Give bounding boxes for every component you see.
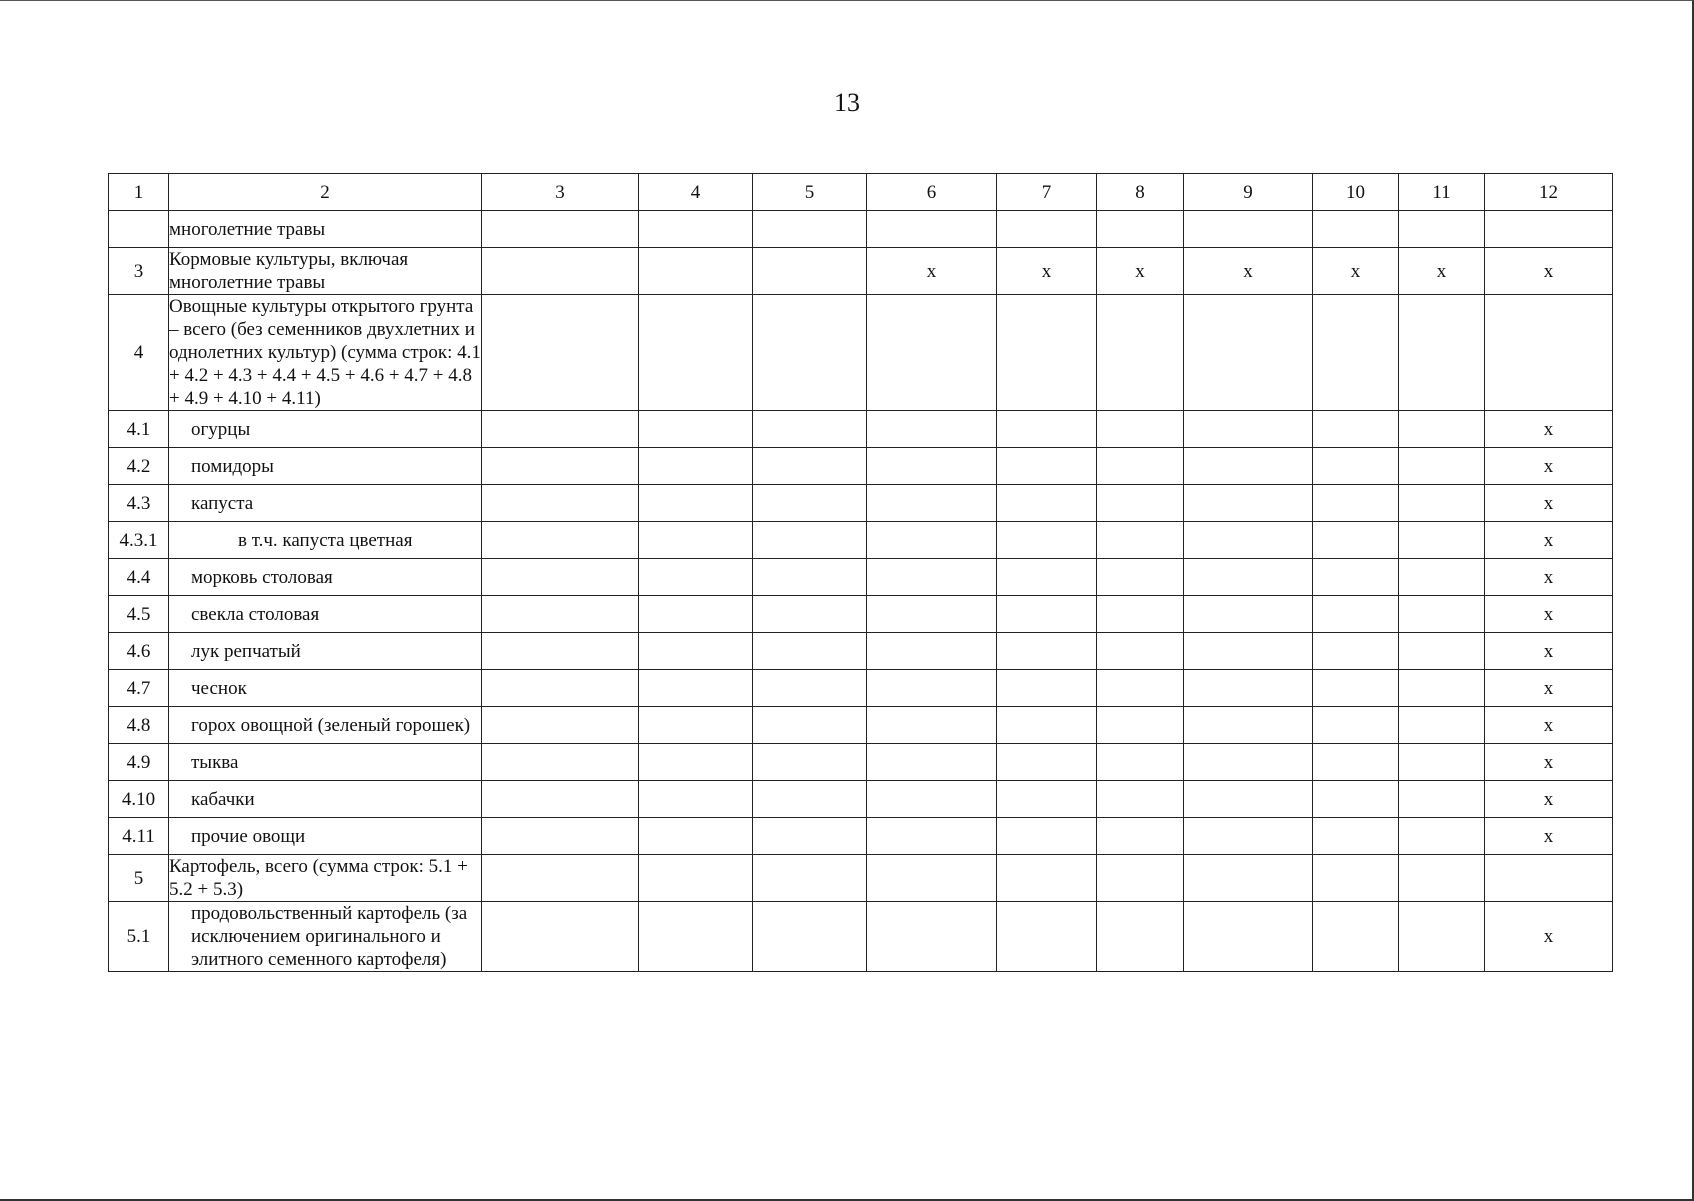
table-cell	[867, 596, 997, 633]
table-cell	[1399, 295, 1485, 411]
table-cell	[1399, 707, 1485, 744]
table-body	[109, 211, 1613, 972]
table-cell	[639, 902, 753, 972]
table-cell: x	[1485, 596, 1613, 633]
column-header: 10	[1313, 174, 1399, 211]
row-name: свекла столовая	[169, 596, 482, 633]
table-cell	[1184, 744, 1313, 781]
table-cell: x	[1485, 522, 1613, 559]
table-cell	[1399, 411, 1485, 448]
table-cell	[1485, 855, 1613, 902]
table-cell	[753, 248, 867, 295]
table-cell	[639, 411, 753, 448]
table-cell: x	[1097, 248, 1184, 295]
table-row	[109, 902, 1613, 972]
table-row	[109, 211, 1613, 248]
table-cell	[1097, 559, 1184, 596]
column-header: 9	[1184, 174, 1313, 211]
table-cell	[753, 559, 867, 596]
table-cell	[753, 670, 867, 707]
table-cell	[867, 855, 997, 902]
table-row	[109, 818, 1613, 855]
table-cell	[753, 596, 867, 633]
table-cell	[1097, 633, 1184, 670]
table-cell	[997, 485, 1097, 522]
row-number: 4.2	[109, 448, 169, 485]
table-cell	[1313, 295, 1399, 411]
table-cell	[867, 559, 997, 596]
table-cell: x	[1313, 248, 1399, 295]
table-cell	[753, 902, 867, 972]
table-cell	[1097, 522, 1184, 559]
table-cell	[867, 744, 997, 781]
table-row	[109, 295, 1613, 411]
column-header: 11	[1399, 174, 1485, 211]
table-cell	[1097, 448, 1184, 485]
table-cell	[482, 855, 639, 902]
table-cell	[1184, 411, 1313, 448]
table-cell	[997, 522, 1097, 559]
column-header: 7	[997, 174, 1097, 211]
table-cell	[1313, 448, 1399, 485]
row-number: 4	[109, 295, 169, 411]
row-number: 4.8	[109, 707, 169, 744]
table-cell	[639, 485, 753, 522]
row-number: 5	[109, 855, 169, 902]
table-cell	[753, 485, 867, 522]
table-cell	[1097, 818, 1184, 855]
row-name: горох овощной (зеленый горошек)	[169, 707, 482, 744]
table-cell	[482, 744, 639, 781]
table-cell	[997, 559, 1097, 596]
table-cell	[1313, 855, 1399, 902]
table-cell	[482, 633, 639, 670]
table-cell	[1399, 855, 1485, 902]
row-name: лук репчатый	[169, 633, 482, 670]
table-cell	[1097, 596, 1184, 633]
table-cell	[1184, 633, 1313, 670]
table-cell	[997, 633, 1097, 670]
table-cell	[1399, 559, 1485, 596]
table-cell	[753, 411, 867, 448]
table-cell	[482, 781, 639, 818]
table-cell: x	[867, 248, 997, 295]
table-cell	[639, 211, 753, 248]
row-name: в т.ч. капуста цветная	[169, 522, 482, 559]
table-cell	[1184, 902, 1313, 972]
table-cell	[753, 744, 867, 781]
table-cell	[1097, 781, 1184, 818]
table-cell	[1313, 633, 1399, 670]
row-number: 3	[109, 248, 169, 295]
table-cell	[997, 295, 1097, 411]
table-cell	[1097, 411, 1184, 448]
table-cell: x	[1485, 485, 1613, 522]
table-cell	[1399, 596, 1485, 633]
table-cell	[997, 855, 1097, 902]
table-cell	[867, 707, 997, 744]
column-header: 12	[1485, 174, 1613, 211]
table-row	[109, 670, 1613, 707]
table-cell	[482, 448, 639, 485]
row-number: 4.3	[109, 485, 169, 522]
row-number: 4.10	[109, 781, 169, 818]
row-name: помидоры	[169, 448, 482, 485]
table-cell	[1485, 295, 1613, 411]
table-cell	[1313, 707, 1399, 744]
table-row	[109, 559, 1613, 596]
table-cell	[639, 448, 753, 485]
row-number: 4.9	[109, 744, 169, 781]
row-number: 4.6	[109, 633, 169, 670]
table-cell	[1184, 855, 1313, 902]
row-number: 4.3.1	[109, 522, 169, 559]
table-cell	[482, 902, 639, 972]
table-row	[109, 781, 1613, 818]
row-number: 5.1	[109, 902, 169, 972]
table-cell	[1184, 559, 1313, 596]
table-cell	[1313, 411, 1399, 448]
table-cell	[997, 448, 1097, 485]
table-cell	[867, 411, 997, 448]
table-cell	[482, 818, 639, 855]
table-cell	[753, 522, 867, 559]
table-row	[109, 855, 1613, 902]
table-row	[109, 633, 1613, 670]
column-header: 1	[109, 174, 169, 211]
row-name: чеснок	[169, 670, 482, 707]
table-cell	[867, 670, 997, 707]
column-header: 6	[867, 174, 997, 211]
row-number: 4.1	[109, 411, 169, 448]
table-cell	[639, 596, 753, 633]
table-cell	[867, 818, 997, 855]
row-number: 4.11	[109, 818, 169, 855]
table-cell	[1399, 781, 1485, 818]
table-cell	[639, 781, 753, 818]
table-cell	[1184, 818, 1313, 855]
table-cell	[1399, 522, 1485, 559]
row-name: Кормовые культуры, включая многолетние травы	[169, 248, 482, 295]
table-row	[109, 248, 1613, 295]
table-cell	[1313, 818, 1399, 855]
table-cell	[482, 670, 639, 707]
table-cell	[482, 485, 639, 522]
table-cell	[753, 707, 867, 744]
table-row	[109, 707, 1613, 744]
table-cell	[753, 781, 867, 818]
table-cell: x	[1485, 707, 1613, 744]
row-number: 4.7	[109, 670, 169, 707]
table-cell: x	[1485, 744, 1613, 781]
table-cell	[753, 818, 867, 855]
table-cell	[482, 559, 639, 596]
column-header: 5	[753, 174, 867, 211]
row-name: Овощные культуры открытого грунта – всего (без семенников двухлетних и однолетних культур) (сумма строк: 4.1 + 4.2 + 4.3 + 4.4 + 4.5 + 4.6 + 4.7 + 4.8 + 4.9 + 4.10 + 4.11)	[169, 296, 481, 409]
table-cell	[1399, 211, 1485, 248]
column-header: 4	[639, 174, 753, 211]
table-cell	[997, 818, 1097, 855]
table-cell: x	[1485, 248, 1613, 295]
table-cell	[639, 707, 753, 744]
table-cell	[867, 448, 997, 485]
table-cell	[1097, 855, 1184, 902]
table-cell	[867, 211, 997, 248]
table-cell: x	[1184, 248, 1313, 295]
table-cell	[639, 670, 753, 707]
column-header: 2	[169, 174, 482, 211]
table-cell	[997, 902, 1097, 972]
table-cell	[1184, 295, 1313, 411]
table-cell	[1097, 670, 1184, 707]
table-cell	[997, 707, 1097, 744]
table-cell	[1313, 744, 1399, 781]
table-cell	[997, 670, 1097, 707]
table-cell	[1399, 633, 1485, 670]
table-cell	[482, 211, 639, 248]
table-cell	[753, 855, 867, 902]
table-cell: x	[1485, 633, 1613, 670]
table-cell	[482, 411, 639, 448]
table-cell	[1399, 818, 1485, 855]
table-cell	[1097, 707, 1184, 744]
row-number	[109, 211, 169, 248]
row-name: тыква	[169, 744, 482, 781]
row-number: 4.5	[109, 596, 169, 633]
table-cell: x	[1485, 902, 1613, 972]
header-row	[109, 174, 1613, 211]
table-cell	[753, 633, 867, 670]
table-cell	[1313, 211, 1399, 248]
table-cell: x	[1399, 248, 1485, 295]
table-cell	[639, 633, 753, 670]
row-name: капуста	[169, 485, 482, 522]
table-cell	[1184, 596, 1313, 633]
table-cell	[1184, 448, 1313, 485]
column-header: 8	[1097, 174, 1184, 211]
table-cell	[1097, 485, 1184, 522]
table-cell: x	[1485, 818, 1613, 855]
table-cell	[1313, 485, 1399, 522]
table-cell	[997, 411, 1097, 448]
table-cell	[1097, 744, 1184, 781]
table-cell	[997, 211, 1097, 248]
table-cell: x	[997, 248, 1097, 295]
table-cell	[482, 248, 639, 295]
table-cell	[753, 448, 867, 485]
table-cell: x	[1485, 670, 1613, 707]
row-name: прочие овощи	[169, 818, 482, 855]
table-cell	[1184, 485, 1313, 522]
table-cell	[867, 485, 997, 522]
table-cell: x	[1485, 559, 1613, 596]
table-row	[109, 744, 1613, 781]
table-cell	[639, 559, 753, 596]
row-name: морковь столовая	[169, 559, 482, 596]
table-cell	[1313, 596, 1399, 633]
column-header: 3	[482, 174, 639, 211]
row-name: Картофель, всего (сумма строк: 5.1 + 5.2 + 5.3)	[169, 855, 482, 902]
table-cell	[482, 522, 639, 559]
table-cell: x	[1485, 781, 1613, 818]
table-cell	[867, 522, 997, 559]
table-cell	[997, 744, 1097, 781]
table-cell	[1313, 670, 1399, 707]
table-row	[109, 596, 1613, 633]
table-row	[109, 522, 1613, 559]
table-cell	[1097, 295, 1184, 411]
table-cell	[1485, 211, 1613, 248]
table-cell	[867, 781, 997, 818]
table-cell: x	[1485, 411, 1613, 448]
table-cell	[753, 211, 867, 248]
table-cell	[1097, 211, 1184, 248]
table-cell	[867, 633, 997, 670]
table-cell	[1399, 744, 1485, 781]
table-cell	[1184, 211, 1313, 248]
table-cell	[1399, 902, 1485, 972]
row-number: 4.4	[109, 559, 169, 596]
table-cell	[639, 744, 753, 781]
table-cell	[482, 295, 639, 411]
table-row	[109, 485, 1613, 522]
table-cell	[1184, 781, 1313, 818]
table-cell	[639, 522, 753, 559]
table-cell	[1399, 485, 1485, 522]
table-cell	[997, 596, 1097, 633]
row-name: многолетние травы	[169, 211, 482, 248]
table-cell	[867, 902, 997, 972]
table-cell	[639, 295, 753, 411]
data-table	[108, 173, 1613, 972]
table-cell	[1313, 522, 1399, 559]
table-cell	[639, 248, 753, 295]
table-cell	[997, 781, 1097, 818]
table-cell	[1184, 522, 1313, 559]
table-cell: x	[1485, 448, 1613, 485]
row-name: огурцы	[169, 411, 482, 448]
table-cell	[1184, 707, 1313, 744]
table-cell	[1399, 670, 1485, 707]
table-cell	[482, 707, 639, 744]
table-cell	[1313, 781, 1399, 818]
table-row	[109, 448, 1613, 485]
table-cell	[639, 855, 753, 902]
table-row	[109, 411, 1613, 448]
table-cell	[639, 818, 753, 855]
table-cell	[867, 295, 997, 411]
row-name: продовольственный картофель (за исключением оригинального и элитного семенного картофеля)	[169, 902, 482, 972]
page-number: 13	[834, 88, 860, 117]
table-cell	[753, 295, 867, 411]
table-cell	[482, 596, 639, 633]
table-cell	[1313, 559, 1399, 596]
table-cell	[1184, 670, 1313, 707]
table-cell	[1399, 448, 1485, 485]
table-cell	[1313, 902, 1399, 972]
row-name: кабачки	[169, 781, 482, 818]
table-cell	[1097, 902, 1184, 972]
